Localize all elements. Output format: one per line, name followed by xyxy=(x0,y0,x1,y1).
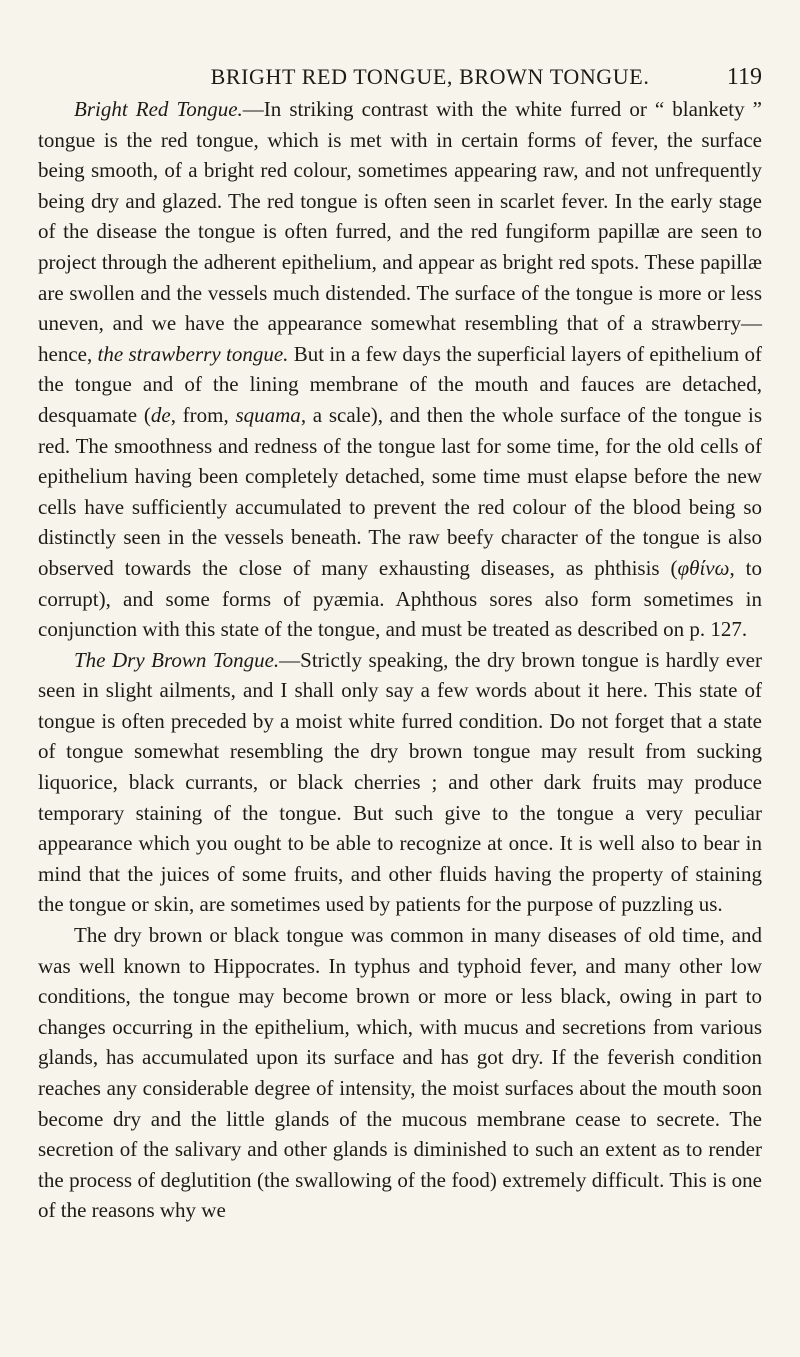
section-heading-dry-brown-tongue: The Dry Brown Tongue. xyxy=(74,647,280,672)
paragraph-black-tongue: The dry brown or black tongue was common in many diseases of old time, and was well known to Hippocrates. In typhus and typhoid fever, and many other low conditions, the tongue may become brown or more or less black, owing in part to changes occurring in the epithelium, which, with mucus and secretions from various glands, has accumulated upon its surface and has got dry. If the feverish condition reaches any considerable degree of intensity, the moist surfaces about the mouth soon become dry and the little glands of the mucous membrane cease to secrete. The secretion of the salivary and other glands is diminished to such an extent as to render the process of deglutition (the swallowing of the food) extremely difficult. This is one of the reasons why we xyxy=(38,923,762,1223)
section-heading-bright-red-tongue: Bright Red Tongue. xyxy=(74,97,243,121)
running-title: BRIGHT RED TONGUE, BROWN TONGUE. xyxy=(210,64,650,89)
paragraph-text: —In striking contrast with the white furred or “ blankety ” tongue is the red tongue, which is met with in certain forms of fever, the surface being smooth, of a bright red colour, sometimes appearing raw, and not unfrequently being dry and glazed. The red tongue is often seen in scarlet fever. In the early stage of the disease the tongue is often furred, and the red fungiform papillæ are seen to project through the adherent epithelium, and appear as bright red spots. These papillæ are swollen and the vessels much distended. The surface of the tongue is more or less uneven, and we have the appearance somewhat resembling that of a strawberry—hence, xyxy=(38,97,763,366)
body-text xyxy=(38,94,762,1226)
italic-term-strawberry-tongue: the strawberry tongue. xyxy=(97,341,289,366)
paragraph-bright-red-tongue xyxy=(38,94,762,645)
greek-term-phthino: φθίνω xyxy=(677,555,730,580)
page-number: 119 xyxy=(726,64,762,90)
paragraph-text: , to corrupt), and some forms of pyæmia. Aphthous sores also form sometimes in conjunction with this state of the tongue, and must be treated as described on p. 127. xyxy=(38,555,762,642)
italic-term-squama: squama xyxy=(235,402,301,427)
paragraph-dry-brown-tongue xyxy=(38,645,762,920)
italic-term-de: de xyxy=(150,402,171,427)
paragraph-text: , from, xyxy=(170,402,236,427)
running-head xyxy=(38,64,762,104)
paragraph-text: —Strictly speaking, the dry brown tongue is hardly ever seen in slight ailments, and I shall only say a few words about it here. This state of tongue is often preceded by a moist white furred condition. Do not forget that a state of tongue somewhat resembling the dry brown tongue may result from sucking liquorice, black currants, or black cherries ; and other dark fruits may produce temporary staining of the tongue. But such give to the tongue a very peculiar appearance which you ought to be able to recognize at once. It is well also to bear in mind that the juices of some fruits, and other fluids having the property of staining the tongue or skin, are sometimes used by patients for the purpose of puzzling us. xyxy=(38,647,762,917)
book-page xyxy=(38,0,762,1226)
paragraph-text: , a scale), and then the whole surface of the tongue is red. The smoothness and redness of the tongue last for some time, for the old cells of epithelium having been completely detached, some time must elapse before the new cells have sufficiently accumulated to prevent the red colour of the blood being so distinctly seen in the vessels beneath. The raw beefy character of the tongue is also observed towards the close of many exhausting diseases, as phthisis ( xyxy=(38,402,762,580)
paragraph-text: But in a few days the superficial layers of epithelium of the tongue and of the lining membrane of the mouth and fauces are detached, desquamate ( xyxy=(38,341,762,427)
